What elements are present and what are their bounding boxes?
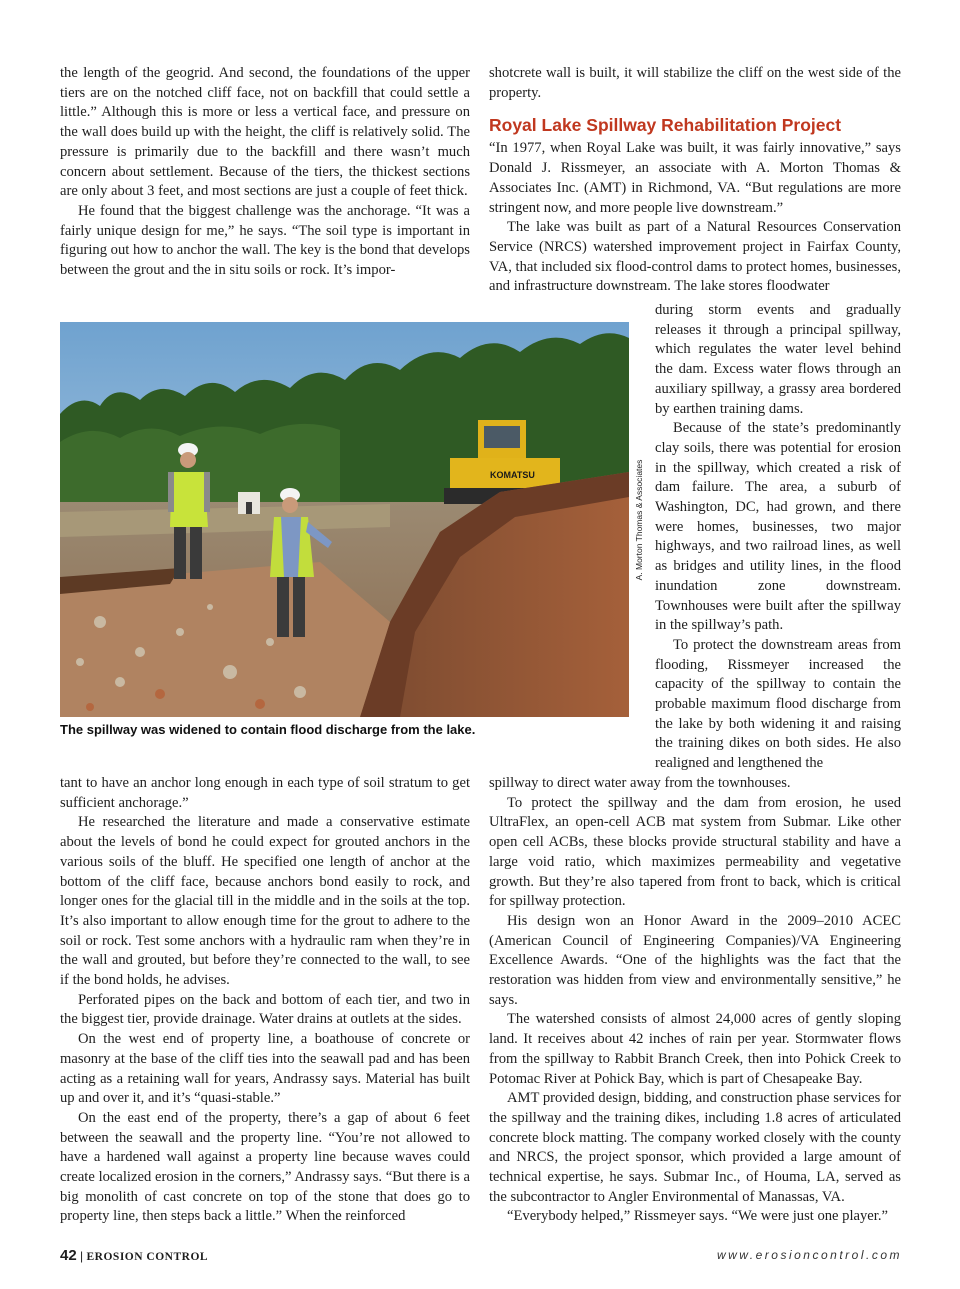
paragraph: “In 1977, when Royal Lake was built, it was fairly innovative,” says Donald J. Rissmeyer, an associate with A. Morton Thomas & Associates Inc. (AMT) in Richmond, VA. “But regulations are more stringent now, and more people live downstream.” xyxy=(489,140,901,216)
magazine-name: EROSION CONTROL xyxy=(86,1251,209,1263)
paragraph: AMT provided design, bidding, and construction phase services for the spillway and the training dikes, including 1.8 acres of articulated concrete block matting. The company worked closely with the county and NRCS, the project sponsor, which provided a large amount of technical expertise, he says. Submar Inc., of Houma, LA, served as the subcontractor to Angler Environmental of Manassas, VA. xyxy=(489,1090,901,1205)
paragraph: spillway to direct water away from the townhouses. xyxy=(489,775,791,791)
footer-url: www.erosioncontrol.com xyxy=(716,1248,902,1262)
left-column-top xyxy=(60,64,470,281)
paragraph: On the east end of the property, there’s a gap of about 6 feet between the seawall and the property line. “You’re not allowed to have a hardened wall against a property line because waves could create localized erosion in the corners,” Andrassy says. “But there is a big monolith of cast concrete on top of the stone that does go to property line, then steps back a little.” When the reinforced xyxy=(60,1109,470,1225)
paragraph: The watershed consists of almost 24,000 acres of gently sloping land. It receives about 42 inches of rain per year. Stormwater flows from the spillway to Rabbit Branch Creek, then into Pohick Creek to Potomac River at Pohick Bay, which is part of Chesapeake Bay. xyxy=(489,1011,901,1087)
paragraph: Because of the state’s predominantly clay soils, there was potential for erosion in the spillway, which created a risk of dam failure. The area, a suburb of Washington, DC, had grown, and there were homes, businesses, two major highways, and two railroad lines, as well as bridges and utility lines, in the flood inundation zone downstream. Townhouses were built after the spillway in the spillway’s path. xyxy=(655,420,901,634)
bulldozer-brand-label: KOMATSU xyxy=(490,470,535,480)
paragraph: the length of the geogrid. And second, the foundations of the upper tiers are on the notched cliff face, not on backfill that could settle a little.” Although this is more or less a vertical face, and pressure on the wall does build up with the height, the cliff is relatively solid. The pressure is primarily due to the backfill and there wasn’t much concern about settlement. Because of the tiers, the thickest sections are only about 3 feet, and most sections are just a couple of feet thick. xyxy=(60,65,470,200)
paragraph: Perforated pipes on the back and bottom of each tier, and two in the biggest tier, provide drainage. Water drains at outlets at the sides. xyxy=(60,991,470,1028)
paragraph: To protect the downstream areas from flooding, Rissmeyer increased the capacity of the spillway to contain the probable maximum flood discharge from the lake by both widening it and raising the training dikes on both sides. He also realigned and lengthened the xyxy=(655,636,901,772)
right-wrap-column xyxy=(655,301,901,774)
paragraph: during storm events and gradually releases it through a principal spillway, which regulates the water level behind the dam. Excess water flows through an auxiliary spillway, a grassy area bordered by earthen training dams. xyxy=(655,302,901,417)
paragraph: On the west end of property line, a boathouse of concrete or masonry at the base of the cliff ties into the seawall pad and has been acting as a retaining wall for years, Andrassy says. Material has built up and over it, and it’s “quasi-stable.” xyxy=(60,1031,470,1107)
footer-left xyxy=(60,1247,208,1264)
paragraph: The lake was built as part of a Natural Resources Conservation Service (NRCS) watershed improvement project in Fairfax County, VA, that included six flood-control dams to protect homes, businesses, and infrastructure downstream. The lake stores floodwater xyxy=(489,219,901,295)
page-number: 42 xyxy=(60,1247,77,1264)
right-column-bottom xyxy=(489,774,901,1227)
paragraph: His design won an Honor Award in the 2009–2010 ACEC (American Council of Engineering Companies)/VA Engineering Excellence Awards. “One of the highlights was the fact that the restoration was hidden from view and environmentally sensitive,” he says. xyxy=(489,912,901,1008)
paragraph: He found that the biggest challenge was the anchorage. “It was a fairly unique design for me,” he says. “The soil type is important in figuring out how to anchor the wall. The key is the bond that develops between the grout and the in situ soils or rock. It’s impor- xyxy=(60,202,470,279)
paragraph: tant to have an anchor long enough in each type of soil stratum to get sufficient anchorage.” xyxy=(60,775,470,811)
section-title: Royal Lake Spillway Rehabilitation Project xyxy=(489,115,842,136)
right-column-paragraphs xyxy=(489,139,901,297)
paragraph: He researched the literature and made a conservative estimate about the levels of bond he could expect for grouted anchors in the various soils of the bluff. He specified one length of anchor at the bottom of the cliff face, because anchors bond easily to rock, and longer ones for the glacial till in the middle and in the soils at the top. It’s also important to allow enough time for the grout to adhere to the soil or rock. Test some anchors with a hydraulic ram when they’re in the wall and grouted, but before they’re connected to the wall, to see if the bond holds, he advises. xyxy=(60,814,470,989)
photo-caption: The spillway was widened to contain flood discharge from the lake. xyxy=(60,722,476,737)
footer-separator: | xyxy=(80,1249,84,1263)
photo-credit xyxy=(630,322,648,717)
paragraph: To protect the spillway and the dam from erosion, he used UltraFlex, an open-cell ACB mat system from Submar. Like other open cell ACBs, these blocks provide structural stability and have a large void ratio, which maximizes permeability and vegetative growth. But they’re also tapered from front to back, which is critical for spillway protection. xyxy=(489,794,901,910)
spillway-photo xyxy=(60,322,629,717)
spillway-photo-image xyxy=(60,322,629,717)
photo-credit-text: A. Morton Thomas & Associates xyxy=(634,459,644,580)
right-column-intro: shotcrete wall is built, it will stabilize the cliff on the west side of the property. xyxy=(489,65,901,101)
left-column-bottom xyxy=(60,774,470,1227)
right-column-top xyxy=(489,64,901,297)
paragraph: “Everybody helped,” Rissmeyer says. “We were just one player.” xyxy=(507,1208,888,1225)
